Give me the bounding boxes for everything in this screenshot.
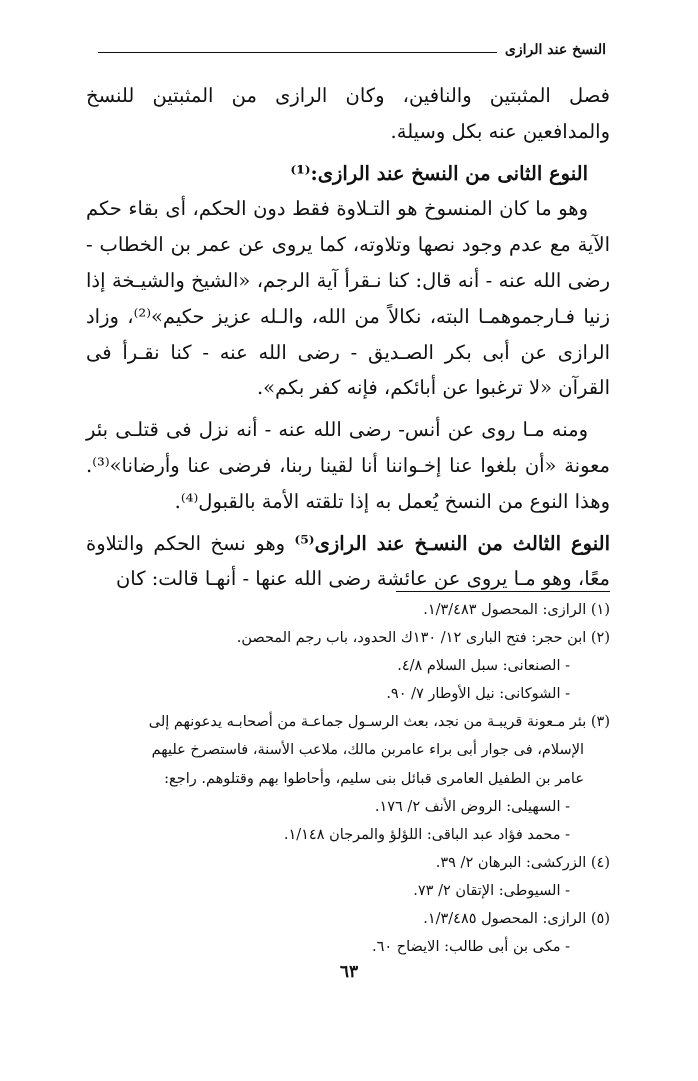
footnote-2-ref-b: - الشوكانى: نيل الأوطار ٧/ ٩٠.	[386, 686, 570, 703]
running-title: النسخ عند الرازى	[504, 42, 606, 58]
heading-type-two: النوع الثانى من النسخ عند الرازى:⁽¹⁾	[290, 161, 588, 185]
footnote-3-ref-b: - محمد فؤاد عبد الباقى: اللؤلؤ والمرجان ١/١٤٨.	[283, 826, 570, 843]
paragraph-anas: ومنه مـا روى عن أنس- رضى الله عنه - أنه نزل فى قتلـى بئر معونة «أن بلغوا عنا إخـواننا أنا لقينا ربنا، فرضى عنا وأرضانا»⁽³⁾. وهذا النوع من النسخ يُعمل به إذا تلقته الأمة بالقبول⁽⁴⁾.	[86, 418, 610, 513]
header-rule	[98, 52, 497, 53]
footnote-3: (٣) بئر مـعونة قريبـة من نجد، بعث الرسـول جماعـة من أصحابـه يدعونهم إلى	[148, 714, 610, 731]
footnote-4-ref-a: - السيوطى: الإتقان ٢/ ٧٣.	[413, 882, 570, 899]
running-head	[98, 42, 606, 58]
paragraph-intro: فصل المثبتين والنافين، وكان الرازى من المثبتين للنسخ والمدافعين عنه بكل وسيلة.	[86, 84, 610, 143]
paragraph-type-three-text: وهو نسخ الحكم والتلاوة معًا، وهو مـا يروى عن عائشة رضى الله عنها - أنهـا قالت: كان	[86, 531, 610, 591]
footnote-5-ref-a: - مكى بن أبى طالب: الايضاح ٦٠.	[371, 939, 570, 956]
footnote-1: (١) الرازى: المحصول ١/٣/٤٨٣.	[423, 602, 610, 618]
footnote-rule	[396, 591, 610, 592]
footnotes	[78, 596, 610, 961]
footnote-4: (٤) الزركشى: البرهان ٢/ ٣٩.	[435, 854, 610, 871]
footnote-3-ref-a: - السهيلى: الروض الأنف ٢/ ١٧٦.	[374, 798, 570, 815]
footnote-2: (٢) ابن حجر: فتح البارى ١٢/ ١٣٠ك الحدود، باب رجم المحصن.	[236, 630, 610, 647]
footnote-3-line-3: عامر بن الطفيل العامرى قبائل بنى سليم، وأحاطوا بهم وقتلوهم. راجع:	[164, 770, 584, 787]
paragraph-type-three	[86, 526, 610, 598]
heading-type-three: النوع الثالث من النسـخ عند الرازى⁽⁵⁾	[294, 531, 610, 555]
footnote-5: (٥) الرازى: المحصول ١/٣/٤٨٥.	[423, 911, 610, 928]
page-number: ٦٣	[339, 962, 359, 982]
footnote-2-ref-a: - الصنعانى: سبل السلام ٤/٨.	[397, 658, 570, 675]
paragraph-type-two: وهو ما كان المنسوخ هو التـلاوة فقط دون الحكم، أى بقاء حكم الآية مع عدم وجود نصها وتلاوته، كما يروى عن عمر بن الخطاب - رضى الله عنه - أنه قال: كنا نـقرأ آية الرجم، «الشيخ والشيـخة إذا زنيا فـارجموهمـا البته، نكالاً من الله، والـله عزيز حكيم»⁽²⁾، وزاد الرازى عن أبى بكر الصـديق - رضى الله عنه - كنا نقـرأ فى القرآن «لا ترغبوا عن أبائكم، فإنه كفر بكم».	[86, 197, 611, 400]
footnote-3-line-2: الإسلام، فى جوار أبى براء عامربن مالك، ملاعب الأسنة، فاستصرخ عليهم	[151, 742, 584, 759]
main-text	[86, 78, 610, 597]
